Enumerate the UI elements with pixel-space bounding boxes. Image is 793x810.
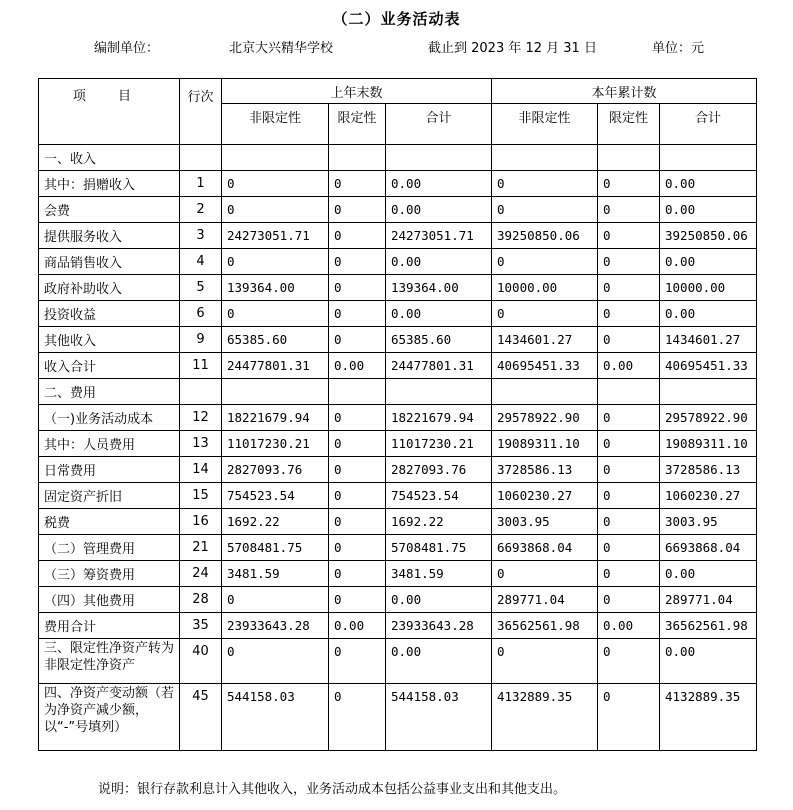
current-total-value: 0.00: [660, 171, 757, 197]
prior-restricted-value: 0: [329, 431, 386, 457]
current-restricted-value: 0: [598, 275, 660, 301]
prior-restricted-value: 0: [329, 275, 386, 301]
prior-restricted-value: 0: [329, 561, 386, 587]
row-item-label: 会费: [39, 197, 180, 223]
prior-restricted-value: 0: [329, 639, 386, 684]
prior-restricted-value: [329, 379, 386, 405]
prior-total-value: 65385.60: [386, 327, 492, 353]
table-row: [39, 613, 757, 639]
prior-unrestricted-value: 0: [222, 587, 329, 613]
current-unrestricted-value: 19089311.10: [492, 431, 598, 457]
table-row: [39, 301, 757, 327]
prior-total-value: 23933643.28: [386, 613, 492, 639]
row-item-label: 其他收入: [39, 327, 180, 353]
prior-restricted-value: 0.00: [329, 353, 386, 379]
row-item-label: 其中：捐赠收入: [39, 171, 180, 197]
current-restricted-value: 0: [598, 301, 660, 327]
prior-unrestricted-value: 2827093.76: [222, 457, 329, 483]
prior-restricted-value: 0: [329, 457, 386, 483]
prior-restricted-value: 0: [329, 171, 386, 197]
row-item-label: 收入合计: [39, 353, 180, 379]
prior-unrestricted-value: 1692.22: [222, 509, 329, 535]
prior-total-value: 24273051.71: [386, 223, 492, 249]
row-item-label: （一)业务活动成本: [39, 405, 180, 431]
prior-restricted-value: 0: [329, 301, 386, 327]
table-row: [39, 639, 757, 684]
prior-total-value: [386, 379, 492, 405]
table-row: [39, 509, 757, 535]
prior-unrestricted-value: 0: [222, 639, 329, 684]
current-unrestricted-value: 4132889.35: [492, 684, 598, 751]
table-row: [39, 171, 757, 197]
current-total-value: [660, 145, 757, 171]
prior-total-value: 0.00: [386, 587, 492, 613]
current-unrestricted-value: 0: [492, 561, 598, 587]
table-row: [39, 223, 757, 249]
prior-unrestricted-value: 0: [222, 301, 329, 327]
current-restricted-value: 0: [598, 249, 660, 275]
current-restricted-value: 0.00: [598, 613, 660, 639]
table-row: [39, 249, 757, 275]
column-header-prior-year: 上年末数: [222, 79, 492, 104]
row-line-number: 24: [180, 561, 222, 587]
row-item-label: （四）其他费用: [39, 587, 180, 613]
prior-total-value: 0.00: [386, 171, 492, 197]
prior-restricted-value: 0: [329, 197, 386, 223]
current-total-value: 4132889.35: [660, 684, 757, 751]
prior-unrestricted-value: 0: [222, 249, 329, 275]
row-item-label: 投资收益: [39, 301, 180, 327]
table-row: [39, 197, 757, 223]
table-row: [39, 145, 757, 171]
row-line-number: 40: [180, 639, 222, 684]
table-row: [39, 535, 757, 561]
prior-unrestricted-value: 0: [222, 197, 329, 223]
current-restricted-value: 0: [598, 639, 660, 684]
current-total-value: 0.00: [660, 197, 757, 223]
business-activity-table: [38, 78, 757, 751]
current-total-value: 0.00: [660, 639, 757, 684]
current-total-value: 39250850.06: [660, 223, 757, 249]
prior-unrestricted-value: 544158.03: [222, 684, 329, 751]
prior-total-value: 11017230.21: [386, 431, 492, 457]
row-item-label: （三）筹资费用: [39, 561, 180, 587]
current-unrestricted-value: 0: [492, 249, 598, 275]
row-line-number: 14: [180, 457, 222, 483]
prior-restricted-value: 0: [329, 483, 386, 509]
current-total-value: 3003.95: [660, 509, 757, 535]
prior-unrestricted-value: [222, 379, 329, 405]
current-unrestricted-value: 0: [492, 171, 598, 197]
table-row: [39, 353, 757, 379]
current-unrestricted-value: 1434601.27: [492, 327, 598, 353]
prior-total-value: 0.00: [386, 197, 492, 223]
row-item-label: 一、收入: [39, 145, 180, 171]
prior-unrestricted-value: 65385.60: [222, 327, 329, 353]
report-title: （二）业务活动表: [332, 10, 461, 28]
current-total-value: 1060230.27: [660, 483, 757, 509]
prior-total-value: 0.00: [386, 639, 492, 684]
table-row: [39, 275, 757, 301]
table-body: [39, 145, 757, 751]
table-row: [39, 457, 757, 483]
row-item-label: 费用合计: [39, 613, 180, 639]
row-line-number: 12: [180, 405, 222, 431]
prior-total-header: 合计: [386, 104, 492, 145]
current-total-value: 289771.04: [660, 587, 757, 613]
prior-unrestricted-value: 0: [222, 171, 329, 197]
current-total-value: 36562561.98: [660, 613, 757, 639]
current-restricted-value: 0: [598, 197, 660, 223]
current-unrestricted-header: 非限定性: [492, 104, 598, 145]
row-item-label: 商品销售收入: [39, 249, 180, 275]
row-line-number: [180, 379, 222, 405]
table-row: [39, 405, 757, 431]
current-restricted-value: 0: [598, 587, 660, 613]
current-unrestricted-value: 0: [492, 301, 598, 327]
prior-restricted-value: 0: [329, 684, 386, 751]
current-total-value: 0.00: [660, 561, 757, 587]
current-restricted-value: 0: [598, 561, 660, 587]
current-total-value: 6693868.04: [660, 535, 757, 561]
prior-unrestricted-value: 24273051.71: [222, 223, 329, 249]
table-row: [39, 327, 757, 353]
prior-total-value: 754523.54: [386, 483, 492, 509]
current-restricted-value: 0: [598, 405, 660, 431]
prior-total-value: 1692.22: [386, 509, 492, 535]
current-unrestricted-value: 6693868.04: [492, 535, 598, 561]
table-row: [39, 379, 757, 405]
prior-restricted-value: 0: [329, 587, 386, 613]
current-restricted-header: 限定性: [598, 104, 660, 145]
current-unrestricted-value: 39250850.06: [492, 223, 598, 249]
prior-restricted-value: 0: [329, 535, 386, 561]
current-restricted-value: 0: [598, 509, 660, 535]
header-row-1: [39, 79, 757, 104]
organization-name: 北京大兴精华学校: [229, 41, 334, 56]
prior-total-value: 18221679.94: [386, 405, 492, 431]
prior-total-value: 544158.03: [386, 684, 492, 751]
row-line-number: 21: [180, 535, 222, 561]
current-unrestricted-value: [492, 145, 598, 171]
row-line-number: 15: [180, 483, 222, 509]
row-line-number: 13: [180, 431, 222, 457]
row-line-number: 6: [180, 301, 222, 327]
current-total-value: 0.00: [660, 301, 757, 327]
row-item-label: 四、净资产变动额（若为净资产减少额，以“-”号填列）: [39, 684, 180, 751]
current-unrestricted-value: [492, 379, 598, 405]
current-unrestricted-value: 3728586.13: [492, 457, 598, 483]
prior-unrestricted-value: 3481.59: [222, 561, 329, 587]
column-header-item: 项 目: [39, 79, 180, 145]
current-total-value: [660, 379, 757, 405]
prior-restricted-value: 0: [329, 405, 386, 431]
current-total-value: 0.00: [660, 249, 757, 275]
current-total-value: 19089311.10: [660, 431, 757, 457]
row-item-label: 二、费用: [39, 379, 180, 405]
current-restricted-value: 0.00: [598, 353, 660, 379]
row-item-label: 固定资产折旧: [39, 483, 180, 509]
footnote: 说明：银行存款利息计入其他收入，业务活动成本包括公益事业支出和其他支出。: [98, 782, 567, 797]
row-item-label: 三、限定性净资产转为非限定性净资产: [39, 639, 180, 684]
prior-restricted-value: 0: [329, 327, 386, 353]
prior-restricted-header: 限定性: [329, 104, 386, 145]
current-restricted-value: 0: [598, 327, 660, 353]
row-item-label: 税费: [39, 509, 180, 535]
prior-unrestricted-value: 24477801.31: [222, 353, 329, 379]
current-restricted-value: 0: [598, 457, 660, 483]
current-unrestricted-value: 3003.95: [492, 509, 598, 535]
prior-unrestricted-value: 139364.00: [222, 275, 329, 301]
compiler-label: 编制单位：: [94, 41, 160, 56]
table-row: [39, 561, 757, 587]
row-line-number: 28: [180, 587, 222, 613]
row-line-number: 35: [180, 613, 222, 639]
current-unrestricted-value: 10000.00: [492, 275, 598, 301]
row-item-label: （二）管理费用: [39, 535, 180, 561]
row-line-number: 11: [180, 353, 222, 379]
row-item-label: 其中：人员费用: [39, 431, 180, 457]
row-line-number: 3: [180, 223, 222, 249]
row-line-number: 5: [180, 275, 222, 301]
currency-unit: 单位：元: [652, 41, 705, 56]
prior-total-value: 0.00: [386, 301, 492, 327]
row-line-number: 4: [180, 249, 222, 275]
current-unrestricted-value: 36562561.98: [492, 613, 598, 639]
current-unrestricted-value: 0: [492, 197, 598, 223]
current-unrestricted-value: 40695451.33: [492, 353, 598, 379]
row-line-number: 1: [180, 171, 222, 197]
prior-unrestricted-value: 5708481.75: [222, 535, 329, 561]
prior-total-value: [386, 145, 492, 171]
column-header-line-no: [180, 79, 222, 145]
prior-restricted-value: 0: [329, 249, 386, 275]
row-item-label: 政府补助收入: [39, 275, 180, 301]
current-restricted-value: 0: [598, 483, 660, 509]
prior-unrestricted-value: [222, 145, 329, 171]
current-restricted-value: [598, 145, 660, 171]
current-restricted-value: 0: [598, 535, 660, 561]
table-row: [39, 483, 757, 509]
table-row: [39, 587, 757, 613]
row-line-number: 9: [180, 327, 222, 353]
current-restricted-value: 0: [598, 171, 660, 197]
line-no-label: 行次: [187, 90, 214, 105]
prior-restricted-value: 0.00: [329, 613, 386, 639]
prior-total-value: 5708481.75: [386, 535, 492, 561]
table-row: [39, 431, 757, 457]
row-line-number: 2: [180, 197, 222, 223]
current-unrestricted-value: 29578922.90: [492, 405, 598, 431]
current-total-value: 10000.00: [660, 275, 757, 301]
prior-unrestricted-value: 18221679.94: [222, 405, 329, 431]
current-restricted-value: 0: [598, 223, 660, 249]
current-total-header: 合计: [660, 104, 757, 145]
prior-unrestricted-header: 非限定性: [222, 104, 329, 145]
prior-total-value: 0.00: [386, 249, 492, 275]
prior-unrestricted-value: 754523.54: [222, 483, 329, 509]
prior-total-value: 139364.00: [386, 275, 492, 301]
current-total-value: 3728586.13: [660, 457, 757, 483]
current-restricted-value: [598, 379, 660, 405]
current-restricted-value: 0: [598, 431, 660, 457]
row-item-label: 提供服务收入: [39, 223, 180, 249]
row-line-number: [180, 145, 222, 171]
prior-restricted-value: 0: [329, 509, 386, 535]
row-line-number: 45: [180, 684, 222, 751]
prior-total-value: 24477801.31: [386, 353, 492, 379]
current-restricted-value: 0: [598, 684, 660, 751]
current-total-value: 29578922.90: [660, 405, 757, 431]
current-total-value: 1434601.27: [660, 327, 757, 353]
prior-restricted-value: 0: [329, 223, 386, 249]
current-unrestricted-value: 289771.04: [492, 587, 598, 613]
prior-unrestricted-value: 23933643.28: [222, 613, 329, 639]
prior-total-value: 3481.59: [386, 561, 492, 587]
current-unrestricted-value: 0: [492, 639, 598, 684]
row-item-label: 日常费用: [39, 457, 180, 483]
column-header-current-year: 本年累计数: [492, 79, 757, 104]
table-row: [39, 684, 757, 751]
prior-unrestricted-value: 11017230.21: [222, 431, 329, 457]
row-line-number: 16: [180, 509, 222, 535]
prior-total-value: 2827093.76: [386, 457, 492, 483]
report-date: 截止到 2023 年 12 月 31 日: [428, 41, 597, 56]
prior-restricted-value: [329, 145, 386, 171]
current-total-value: 40695451.33: [660, 353, 757, 379]
current-unrestricted-value: 1060230.27: [492, 483, 598, 509]
